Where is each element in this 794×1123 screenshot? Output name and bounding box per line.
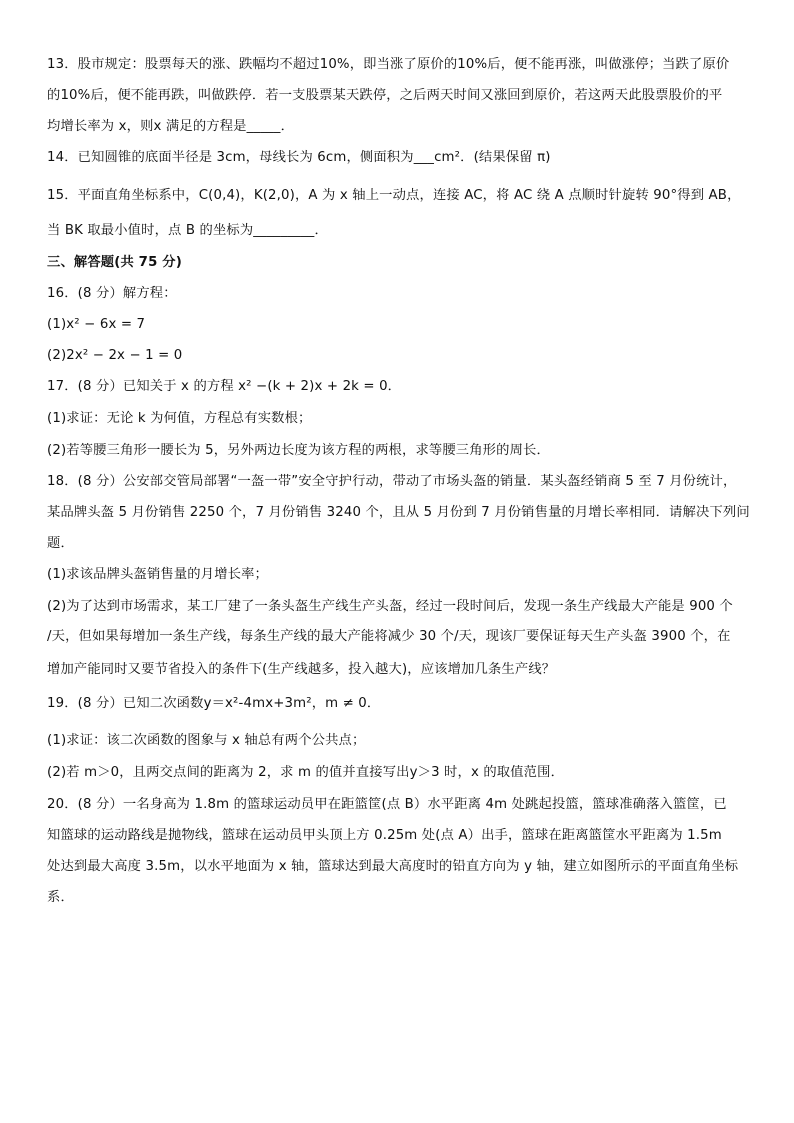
q19-part-1: (1)求证：该二次函数的图象与 x 轴总有两个公共点； — [47, 733, 366, 748]
q19-line-1: 19．(8 分）已知二次函数y＝x²-4mx+3m²，m ≠ 0． — [47, 696, 381, 711]
q13-line-3: 均增长率为 x，则x 满足的方程是_____． — [47, 119, 295, 134]
q18-part-2-line-1: (2)为了达到市场需求，某工厂建了一条头盔生产线生产头盔，经过一段时间后，发现一条生产线最大产能是 900 个 — [47, 599, 733, 614]
section-heading: 三、解答题(共 75 分) — [47, 255, 182, 270]
q20-line-2: 知篮球的运动路线是抛物线，篮球在运动员甲头顶上方 0.25m 处(点 A）出手，篮球在距离篮筐水平距离为 1.5m — [47, 828, 722, 843]
q17-part-2: (2)若等腰三角形一腰长为 5，另外两边长度为该方程的两根，求等腰三角形的周长． — [47, 443, 550, 458]
q16-part-1: (1)x² − 6x = 7 — [47, 317, 146, 332]
q16-line-1: 16．(8 分）解方程： — [47, 286, 177, 301]
q20-line-3: 处达到最大高度 3.5m，以水平地面为 x 轴，篮球达到最大高度时的铅直方向为 y 轴，建立如图所示的平面直角坐标 — [47, 859, 739, 874]
q15-line-1: 15．平面直角坐标系中，C(0,4)，K(2,0)，A 为 x 轴上一动点，连接 AC，将 AC 绕 A 点顺时针旋转 90°得到 AB， — [47, 188, 741, 203]
q19-part-2: (2)若 m＞0，且两交点间的距离为 2，求 m 的值并直接写出y＞3 时，x 的取值范围． — [47, 765, 565, 780]
q18-line-2: 某品牌头盔 5 月份销售 2250 个，7 月份销售 3240 个，且从 5 月份到 7 月份销售量的月增长率相同．请解决下列问 — [47, 505, 750, 520]
q20-line-4: 系． — [47, 890, 74, 905]
q15-line-2: 当 BK 取最小值时，点 B 的坐标为_________． — [47, 223, 328, 238]
q18-part-2-line-3: 增加产能同时又要节省投入的条件下(生产线越多，投入越大)，应该增加几条生产线？ — [47, 662, 556, 677]
q13-line-1: 13．股市规定：股票每天的涨、跌幅均不超过10%，即当涨了原价的10%后，便不能再涨，叫做涨停；当跌了原价 — [47, 57, 730, 72]
q18-part-2-line-2: /天，但如果每增加一条生产线，每条生产线的最大产能将减少 30 个/天，现该厂要保证每天生产头盔 3900 个，在 — [47, 629, 731, 644]
q18-line-1: 18．(8 分）公安部交管局部署“一盔一带”安全守护行动，带动了市场头盔的销量．某头盔经销商 5 至 7 月份统计， — [47, 474, 737, 489]
q14-line-1: 14．已知圆锥的底面半径是 3cm，母线长为 6cm，侧面积为___cm²．(结果保留 π) — [47, 150, 551, 165]
q13-line-2: 的10%后，便不能再跌，叫做跌停．若一支股票某天跌停，之后两天时间又涨回到原价，若这两天此股票股价的平 — [47, 88, 723, 103]
q18-line-3: 题． — [47, 536, 74, 551]
q16-part-2: (2)2x² − 2x − 1 = 0 — [47, 348, 183, 363]
q20-line-1: 20．(8 分）一名身高为 1.8m 的篮球运动员甲在距篮筐(点 B）水平距离 4m 处跳起投篮，篮球准确落入篮筐，已 — [47, 797, 727, 812]
q17-part-1: (1)求证：无论 k 为何值，方程总有实数根； — [47, 411, 312, 426]
q17-line-1: 17．(8 分）已知关于 x 的方程 x² −(k + 2)x + 2k = 0． — [47, 379, 402, 394]
q18-part-1: (1)求该品牌头盔销售量的月增长率； — [47, 567, 268, 582]
